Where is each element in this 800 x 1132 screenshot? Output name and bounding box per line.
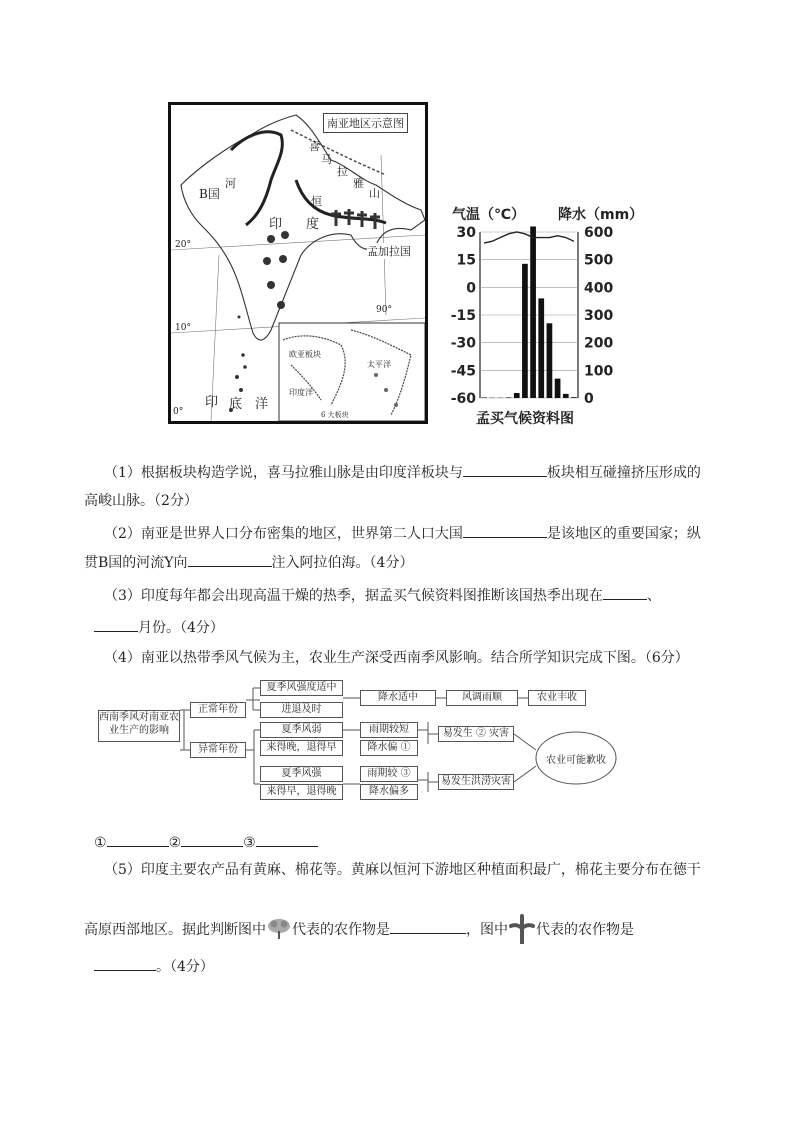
label-lat20: 20°: [175, 240, 191, 250]
label-xi: 喜: [309, 140, 320, 153]
precip-bar: [530, 226, 536, 398]
label-lat0: 0°: [173, 407, 184, 417]
question-3-line-2: [94, 617, 224, 638]
answer-label-3: ③: [243, 835, 256, 851]
label-heng: 恒: [311, 195, 322, 208]
answer-blank-q5b[interactable]: [94, 956, 156, 971]
climate-temp-label: 气温（℃）: [452, 207, 525, 223]
temp-tick-label: 0: [466, 280, 476, 297]
south-asia-map: [168, 102, 428, 424]
precip-bar: [547, 323, 553, 398]
flow-n4: 风调雨顺: [446, 690, 518, 706]
label-ma: 马: [321, 153, 332, 166]
flow-abnormal: 异常年份: [190, 742, 246, 758]
precip-tick-label: 0: [584, 391, 594, 407]
flow-b5: 易发生洪涝灾害: [438, 774, 514, 790]
question-5-line-3: [94, 956, 214, 977]
inset-label-1: 欧亚板块: [289, 350, 321, 359]
climate-precip-label: 降水（mm）: [558, 207, 644, 223]
inset-label-2: 印度洋: [289, 388, 313, 397]
flowchart: [98, 680, 618, 804]
precip-tick-label: 600: [584, 225, 614, 241]
answer-blank-q2a[interactable]: [463, 523, 547, 538]
label-ocean-3: 洋: [255, 397, 269, 412]
q2-text-d: 注入阿拉伯海。（4分）: [271, 555, 414, 571]
q5-text-b: 代表的农作物是: [292, 922, 390, 938]
answer-blank-q1[interactable]: [463, 462, 547, 477]
flow-a4: 降水偏 ①: [360, 740, 418, 756]
flow-b2: 来得早，退得晚: [260, 784, 343, 800]
flow-result: 农业可能歉收: [546, 755, 606, 766]
flow-a2: 来得晚，退得早: [260, 740, 343, 756]
answers-line: [94, 832, 318, 853]
answer-label-1: ①: [94, 835, 107, 851]
precip-tick-label: 500: [584, 252, 614, 269]
inset-note: 6 大板块: [321, 411, 349, 419]
flow-a5: 易发生 ② 灾害: [438, 726, 514, 742]
answer-blank-c1[interactable]: [107, 832, 169, 847]
label-ocean-1: 印: [205, 395, 219, 410]
answer-blank-q2b[interactable]: [188, 552, 272, 567]
answer-blank-q3a[interactable]: [603, 585, 647, 600]
precip-bar: [555, 379, 561, 398]
question-1-line-2: 高峻山脉。（2分）: [84, 493, 198, 509]
map-title: 南亚地区示意图: [323, 113, 408, 133]
precip-tick-label: 300: [584, 308, 614, 324]
label-shan: 山: [369, 187, 380, 200]
question-4-line-1: （4）南亚以热带季风气候为主，农业生产深受西南季风影响。结合所学知识完成下图。（6分）: [104, 650, 689, 666]
label-ya: 雅: [353, 177, 364, 190]
temp-line: [484, 232, 574, 243]
precip-tick-label: 400: [584, 280, 614, 297]
label-la: 拉: [337, 165, 348, 178]
flow-n1: 夏季风强度适中: [260, 680, 343, 696]
q5-text-c: ，图中: [466, 922, 508, 938]
q3-text-c: 月份。（4分）: [138, 620, 224, 636]
question-3-line-1: [104, 585, 661, 606]
label-du: 度: [306, 217, 320, 232]
answer-blank-c3[interactable]: [256, 832, 318, 847]
flow-a1: 夏季风弱: [260, 722, 343, 738]
q2-text-b: 是该地区的重要国家；纵: [546, 526, 701, 542]
flow-n5: 农业丰收: [528, 690, 586, 706]
q2-text-c: 贯B国的河流Y向: [84, 555, 188, 571]
question-2-line-1: [104, 523, 701, 544]
precip-bar: [571, 397, 577, 398]
flow-n3: 降水适中: [360, 690, 436, 706]
inset-label-3: 太平洋: [367, 360, 391, 369]
answer-label-2: ②: [168, 835, 182, 851]
precip-bar: [563, 394, 569, 398]
label-river-he: 河: [225, 177, 236, 190]
label-yin: 印: [269, 217, 283, 232]
flow-normal: 正常年份: [190, 702, 246, 718]
precip-bar: [506, 397, 512, 398]
answer-blank-c2[interactable]: [181, 832, 243, 847]
flow-n2: 进退及时: [260, 702, 343, 718]
question-1-line-1: [104, 462, 701, 483]
label-lon90: 90°: [376, 305, 392, 315]
flow-a3: 雨期较短: [360, 722, 418, 738]
temp-tick-label: -15: [450, 308, 476, 324]
climate-chart: [448, 222, 628, 412]
question-5-line-1: （5）印度主要农产品有黄麻、棉花等。黄麻以恒河下游地区种植面积最广，棉花主要分布在德干: [104, 862, 701, 878]
precip-bar: [538, 298, 544, 398]
label-ocean-2: 底: [229, 397, 243, 412]
flow-b3: 雨期较 ③: [360, 766, 418, 782]
label-bangladesh: 孟加拉国: [367, 245, 411, 258]
q3-text-a: （3）印度每年都会出现高温干燥的热季，据孟买气候资料图推断该国热季出现在: [104, 588, 603, 604]
q1-text-b: 板块相互碰撞挤压形成的: [546, 465, 701, 481]
cotton-icon: [266, 917, 292, 939]
precip-bar: [481, 397, 487, 398]
flow-b1: 夏季风强: [260, 766, 343, 782]
jute-icon: [508, 914, 536, 944]
label-lat10: 10°: [175, 323, 191, 333]
q5-text-e: 。（4分）: [156, 959, 214, 975]
temp-tick-label: -45: [450, 363, 476, 380]
climate-title: 孟买气候资料图: [476, 411, 574, 427]
precip-bar: [522, 264, 528, 398]
question-2-line-2: [84, 552, 413, 573]
q5-text-d: 代表的农作物是: [536, 922, 634, 938]
precip-tick-label: 100: [584, 363, 614, 380]
answer-blank-q3b[interactable]: [94, 617, 138, 632]
label-b-country: B国: [199, 187, 220, 201]
temp-tick-label: -60: [450, 391, 476, 407]
q1-text-a: （1）根据板块构造学说，喜马拉雅山脉是由印度洋板块与: [104, 465, 463, 481]
precip-bar: [514, 393, 520, 398]
flow-b4: 降水偏多: [360, 784, 418, 800]
temp-tick-label: -30: [450, 335, 476, 352]
answer-blank-q5a[interactable]: [390, 919, 466, 934]
q2-text-a: （2）南亚是世界人口分布密集的地区，世界第二人口大国: [104, 526, 463, 542]
question-5-line-2: [84, 914, 634, 944]
q5-text-a: 高原西部地区。据此判断图中: [84, 922, 266, 938]
q3-text-b: 、: [646, 588, 661, 604]
temp-tick-label: 15: [456, 252, 476, 269]
precip-tick-label: 200: [584, 335, 614, 352]
flow-root: 西南季风对南亚农业生产的影响: [98, 710, 180, 742]
temp-tick-label: 30: [456, 225, 476, 241]
